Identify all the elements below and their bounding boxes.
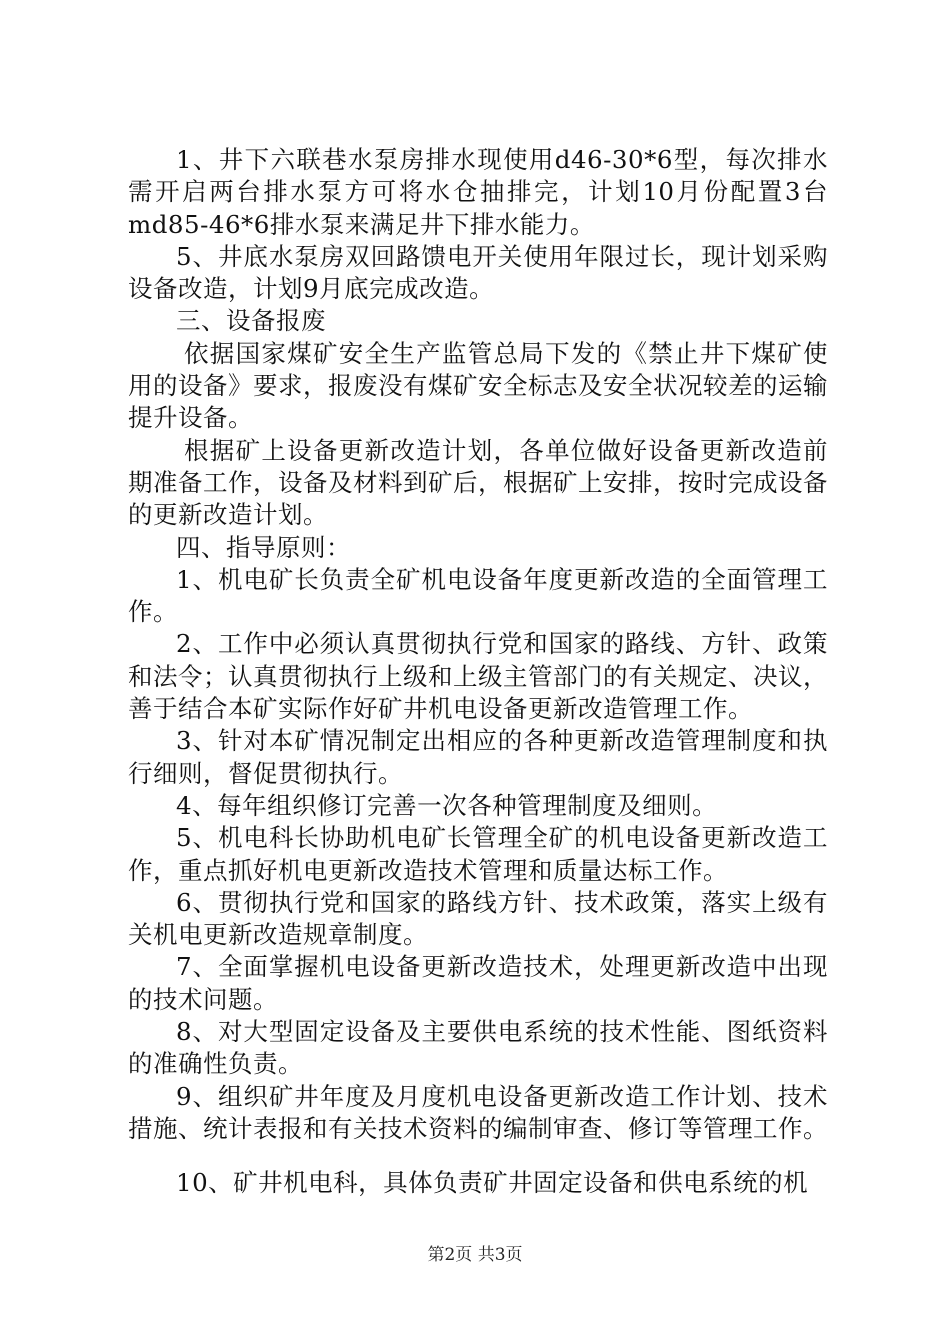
heading-guiding-principles: 四、指导原则： <box>176 532 351 562</box>
list-item-principle-7: 7、全面掌握机电设备更新改造技术，处理更新改造中出现的技术问题。 <box>128 952 828 1014</box>
list-item-principle-1: 1、机电矿长负责全矿机电设备年度更新改造的全面管理工作。 <box>128 564 828 627</box>
document-body <box>128 144 828 1200</box>
list-item-principle-8: 8、对大型固定设备及主要供电系统的技术性能、图纸资料的准确性负责。 <box>128 1017 828 1079</box>
list-item-principle-3: 3、针对本矿情况制定出相应的各种更新改造管理制度和执行细则，督促贯彻执行。 <box>128 726 828 788</box>
list-item-principle-9: 9、组织矿井年度及月度机电设备更新改造工作计划、技术措施、统计表报和有关技术资料的编制审查、修订等管理工作。 <box>128 1081 828 1143</box>
page-number-footer: 第2页 共3页 <box>427 1245 523 1265</box>
list-item-principle-5: 5、机电科长协助机电矿长管理全矿的机电设备更新改造工作，重点抓好机电更新改造技术管理和质量达标工作。 <box>128 823 828 885</box>
list-item-principle-10: 10、矿井机电科，具体负责矿井固定设备和供电系统的机 <box>176 1168 809 1198</box>
list-item-principle-6: 6、贯彻执行党和国家的路线方针、技术政策，落实上级有关机电更新改造规章制度。 <box>128 887 828 950</box>
list-item-principle-2: 2、工作中必须认真贯彻执行党和国家的路线、方针、政策和法令；认真贯彻执行上级和上级主管部门的有关规定、决议，善于结合本矿实际作好矿井机电设备更新改造管理工作。 <box>128 629 828 724</box>
paragraph-pump-room-drainage: 1、井下六联巷水泵房排水现使用d46-30*6型，每次排水需开启两台排水泵方可将水仓抽排完，计划10月份配置3台md85-46*6排水泵来满足井下排水能力。 <box>128 145 828 239</box>
list-item-principle-4: 4、每年组织修订完善一次各种管理制度及细则。 <box>176 790 718 820</box>
heading-equipment-scrapping: 三、设备报废 <box>176 306 326 336</box>
paragraph-scrapping-basis: 依据国家煤矿安全生产监管总局下发的《禁止井下煤矿使用的设备》要求，报废没有煤矿安全标志及安全状况较差的运输提升设备。 <box>128 338 828 433</box>
paragraph-feeder-switch: 5、井底水泵房双回路馈电开关使用年限过长，现计划采购设备改造，计划9月底完成改造。 <box>128 241 828 304</box>
paragraph-renovation-plan: 根据矿上设备更新改造计划，各单位做好设备更新改造前期准备工作，设备及材料到矿后，根据矿上安排，按时完成设备的更新改造计划。 <box>128 435 828 530</box>
